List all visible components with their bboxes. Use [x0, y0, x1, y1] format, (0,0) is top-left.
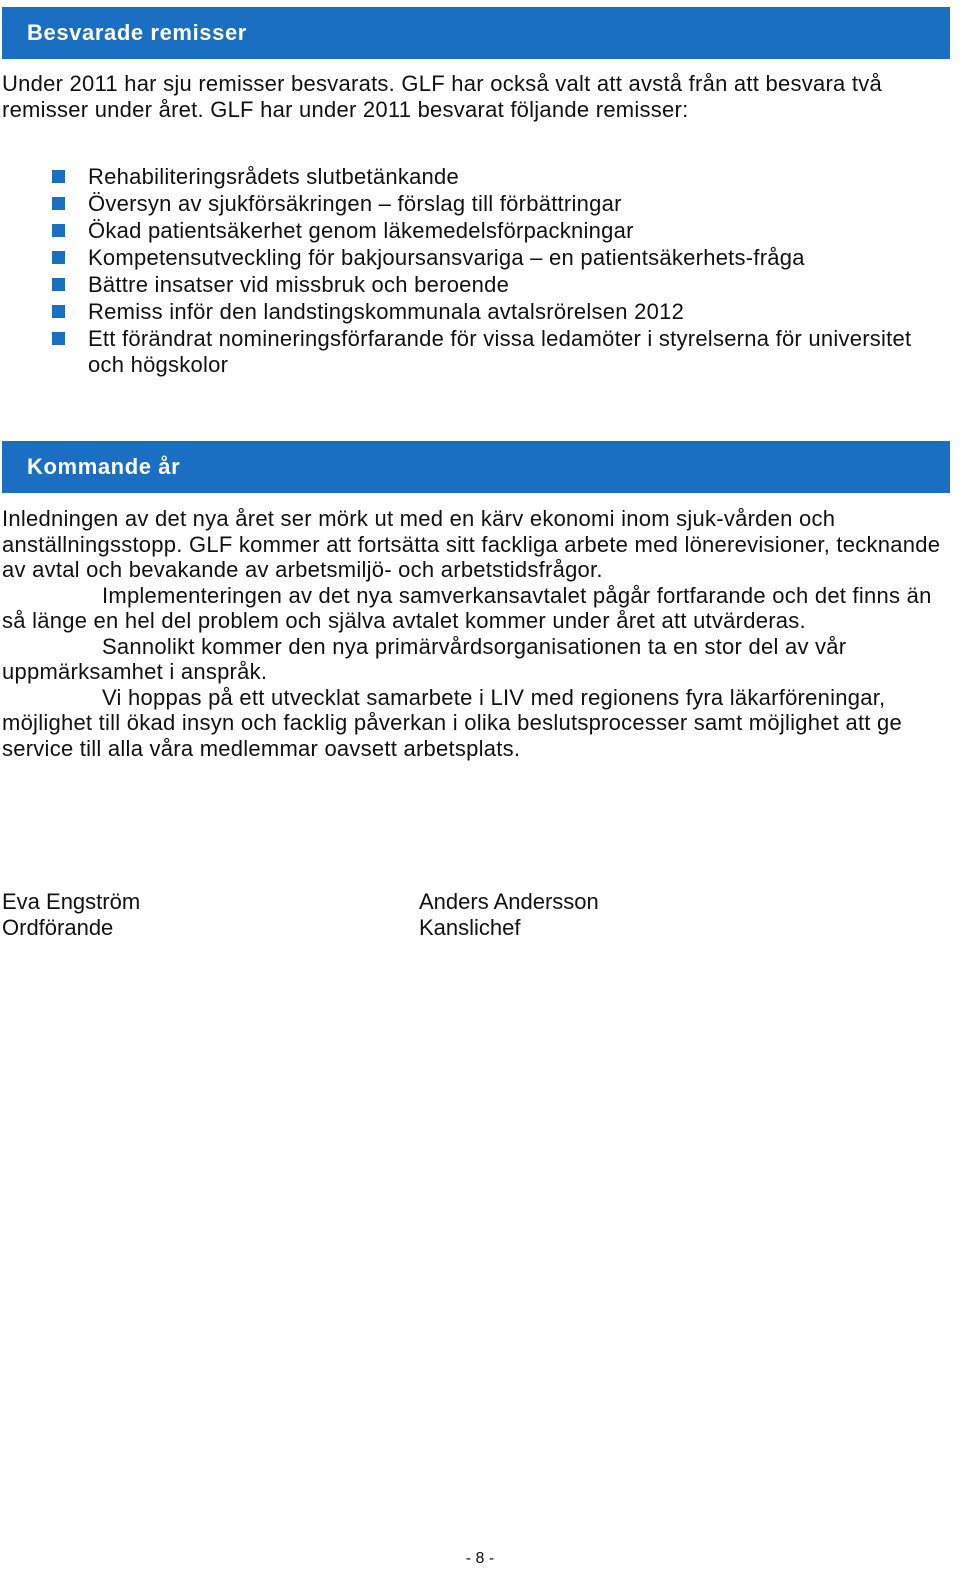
list-item-text: Ökad patientsäkerhet genom läkemedelsförpackningar — [88, 218, 634, 243]
section-heading-text: Besvarade remisser — [27, 20, 247, 45]
paragraph: Vi hoppas på ett utvecklat samarbete i LIV med regionens fyra läkarföreningar, möjlighet till ökad insyn och facklig påverkan i olika beslutsprocesser samt möjlighet att ge service till alla våra medlemmar oavsett arbetsplats. — [2, 684, 903, 761]
list-item-text: Översyn av sjukförsäkringen – förslag till förbättringar — [88, 191, 622, 216]
signature-title: Kanslichef — [419, 914, 521, 940]
list-item-text: Ett förändrat nomineringsförfarande för vissa ledamöter i styrelserna för universitet och högskolor — [88, 326, 912, 377]
paragraph: Sannolikt kommer den nya primärvårdsorganisationen ta en stor del av vår uppmärksamhet i anspråk. — [2, 633, 847, 684]
section2-body — [2, 506, 947, 761]
page-number: - 8 - — [465, 1550, 495, 1567]
square-bullet-icon — [52, 251, 65, 264]
list-item — [2, 299, 947, 325]
list-item-text: Kompetensutveckling för bakjoursansvariga – en patientsäkerhets-fråga — [88, 245, 805, 270]
signature-title: Ordförande — [2, 914, 114, 940]
list-item — [2, 272, 947, 298]
list-item — [2, 164, 947, 190]
square-bullet-icon — [52, 170, 65, 183]
list-item-text: Bättre insatser vid missbruk och beroende — [88, 272, 510, 297]
square-bullet-icon — [52, 278, 65, 291]
list-item — [2, 326, 947, 377]
section1-intro — [2, 71, 947, 122]
list-item-text: Remiss inför den landstingskommunala avtalsrörelsen 2012 — [88, 299, 685, 324]
paragraph: Implementeringen av det nya samverkansavtalet pågår fortfarande och det finns än så länge en hel del problem och själva avtalet kommer under året att utvärderas. — [2, 582, 932, 633]
section-heading-text: Kommande år — [27, 454, 181, 479]
square-bullet-icon — [52, 197, 65, 210]
list-item — [2, 191, 947, 217]
signature-name: Anders Andersson — [419, 889, 599, 914]
section-heading-besvarade-remisser — [2, 7, 950, 59]
list-item — [2, 218, 947, 244]
signature-office-head — [419, 889, 599, 940]
list-item-text: Rehabiliteringsrådets slutbetänkande — [88, 164, 460, 189]
signature-name: Eva Engström — [2, 889, 141, 914]
square-bullet-icon — [52, 332, 65, 345]
square-bullet-icon — [52, 224, 65, 237]
list-item — [2, 245, 947, 271]
paragraph: Inledningen av det nya året ser mörk ut med en kärv ekonomi inom sjuk-vården och anställningsstopp. GLF kommer att fortsätta sitt fackliga arbete med lönerevisioner, tecknande av avtal och bevakande av arbetsmiljö- och arbetstidsfrågor. — [2, 506, 941, 582]
square-bullet-icon — [52, 305, 65, 318]
signature-chair — [2, 889, 140, 940]
section-heading-kommande-ar — [2, 441, 950, 493]
remiss-list — [2, 164, 947, 377]
intro-paragraph: Under 2011 har sju remisser besvarats. GLF har också valt att avstå från att besvara två remisser under året. GLF har under 2011 besvarat följande remisser: — [2, 71, 882, 122]
